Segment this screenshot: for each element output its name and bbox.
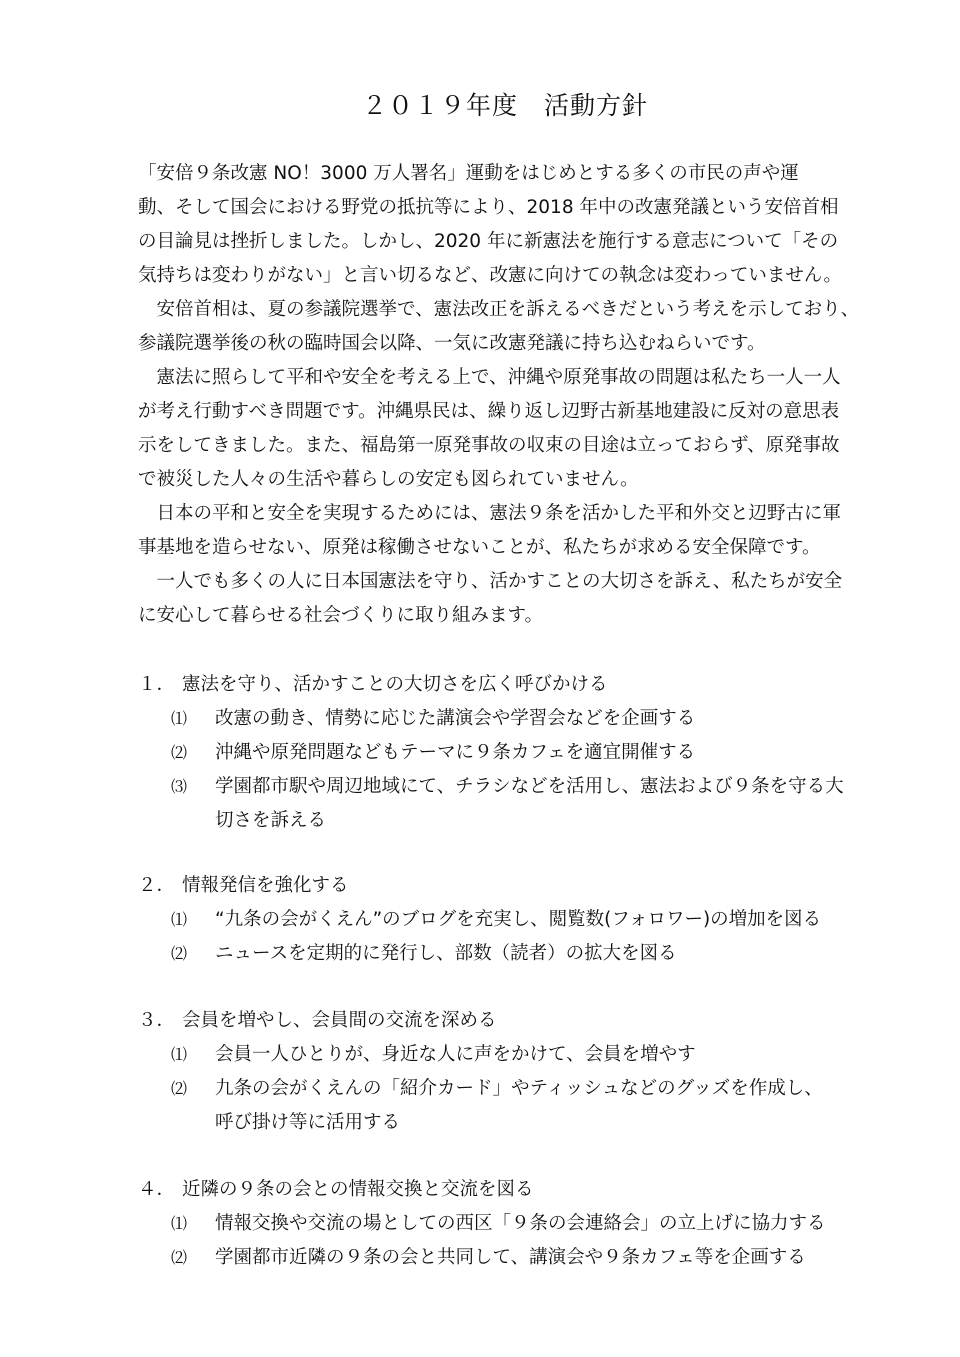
document-title: ２０１９年度 活動方針 (361, 91, 648, 120)
item-text: ニュースを定期的に発行し、部数（読者）の拡大を図る (215, 943, 677, 964)
item-text: 切さを訴える (215, 810, 327, 831)
item-text: “九条の会がくえん”のブログを充実し、閲覧数(フォロワー)の増加を図る (215, 909, 822, 930)
section-heading-text: 会員を増やし、会員間の交流を深める (182, 1010, 497, 1031)
item-text: 情報交換や交流の場としての西区「９条の会連絡会」の立上げに協力する (215, 1213, 826, 1234)
item-number: ⑵ (171, 743, 188, 762)
section-heading-text: 憲法を守り、活かすことの大切さを広く呼びかける (182, 674, 608, 695)
section-number: ３． (138, 1010, 176, 1031)
item-text: 九条の会がくえんの「紹介カード」やティッシュなどのグッズを作成し、 (215, 1078, 823, 1099)
item-number: ⑴ (171, 910, 188, 929)
intro-line: に安心して暮らせる社会づくりに取り組みます。 (138, 605, 543, 626)
section-heading-text: 近隣の９条の会との情報交換と交流を図る (182, 1179, 534, 1200)
section-heading (138, 668, 878, 702)
intro-line: 示をしてきました。また、福島第一原発事故の収束の目途は立っておらず、原発事故 (138, 435, 840, 456)
item-number: ⑵ (171, 1248, 188, 1267)
section-heading-text: 情報発信を強化する (182, 875, 349, 896)
intro-line: 動、そして国会における野党の抵抗等により、2018 年中の改憲発議という安倍首相 (138, 197, 839, 218)
item-number: ⑴ (171, 709, 188, 728)
intro-line: 一人でも多くの人に日本国憲法を守り、活かすことの大切さを訴え、私たちが安全 (138, 571, 843, 592)
list-item (138, 1241, 878, 1275)
list-item (138, 937, 878, 971)
section-number: ２． (138, 875, 176, 896)
list-item (138, 770, 878, 838)
intro-line: の目論見は挫折しました。しかし、2020 年に新憲法を施行する意志について「その (138, 231, 839, 252)
list-item (138, 903, 878, 937)
intro-line: 参議院選挙後の秋の臨時国会以降、一気に改憲発議に持ち込むねらいです。 (138, 333, 766, 354)
item-text: 会員一人ひとりが、身近な人に声をかけて、会員を増やす (215, 1044, 696, 1065)
item-number: ⑵ (171, 1079, 188, 1098)
list-item (138, 702, 878, 736)
item-text: 改憲の動き、情勢に応じた講演会や学習会などを企画する (215, 708, 696, 729)
section-3 (138, 1004, 878, 1140)
intro-line: 憲法に照らして平和や安全を考える上で、沖縄や原発事故の問題は私たち一人一人 (138, 367, 841, 388)
item-text: 呼び掛け等に活用する (215, 1112, 401, 1133)
section-4 (138, 1173, 878, 1275)
intro-line: 気持ちは変わりがない」と言い切るなど、改憲に向けての執念は変わっていません。 (138, 265, 842, 286)
intro-line: 「安倍９条改憲 NO！3000 万人署名」運動をはじめとする多くの市民の声や運 (138, 163, 799, 184)
list-item (138, 736, 878, 770)
item-text: 学園都市駅や周辺地域にて、チラシなどを活用し、憲法および９条を守る大 (215, 776, 844, 797)
section-2 (138, 869, 878, 971)
list-item (138, 1072, 878, 1140)
section-1 (138, 668, 878, 838)
intro-line: 事基地を造らせない、原発は稼働させないことが、私たちが求める安全保障です。 (138, 537, 821, 558)
section-number: ４． (138, 1179, 176, 1200)
item-text: 学園都市近隣の９条の会と共同して、講演会や９条カフェ等を企画する (215, 1247, 806, 1268)
intro-line: 安倍首相は、夏の参議院選挙で、憲法改正を訴えるべきだという考えを示しており、 (138, 299, 860, 320)
item-number: ⑴ (171, 1214, 188, 1233)
item-text: 沖縄や原発問題などもテーマに９条カフェを適宜開催する (215, 742, 696, 763)
section-heading (138, 869, 878, 903)
intro-line: 日本の平和と安全を実現するためには、憲法９条を活かした平和外交と辺野古に軍 (138, 503, 842, 524)
item-number: ⑵ (171, 944, 188, 963)
section-heading (138, 1173, 878, 1207)
intro-line: が考え行動すべき問題です。沖縄県民は、繰り返し辺野古新基地建設に反対の意思表 (138, 401, 840, 422)
section-number: １． (138, 674, 176, 695)
intro-paragraphs (138, 157, 878, 633)
intro-line: で被災した人々の生活や暮らしの安定も図られていません。 (138, 469, 639, 490)
item-number: ⑶ (171, 777, 188, 796)
item-number: ⑴ (171, 1045, 188, 1064)
list-item (138, 1207, 878, 1241)
section-heading (138, 1004, 878, 1038)
list-item (138, 1038, 878, 1072)
